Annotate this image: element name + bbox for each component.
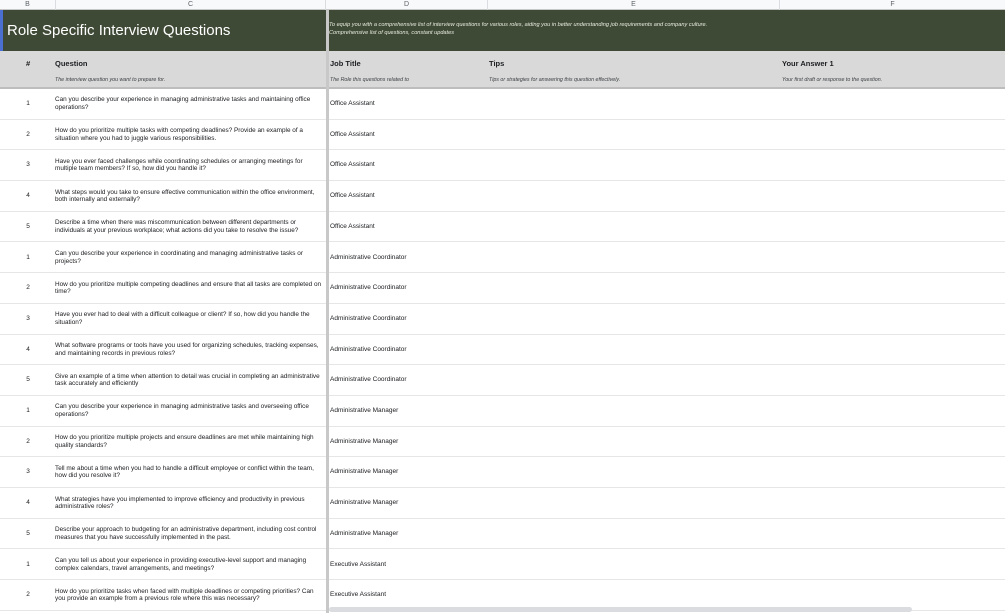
question-cell[interactable] [55,212,325,242]
row-number-cell[interactable]: 1 [26,253,30,261]
tips-cell[interactable] [489,243,779,273]
column-headers [0,0,1005,10]
answer-cell[interactable] [782,580,1005,610]
answer-cell[interactable] [782,488,1005,518]
description-line-2: Comprehensive list of questions, constant updates [329,29,454,36]
header-answer-sub: Your first draft or response to the question. [782,77,883,83]
table-row [0,89,1005,120]
answer-cell[interactable] [782,273,1005,303]
table-row [0,273,1005,304]
table-row [0,550,1005,581]
answer-cell[interactable] [782,519,1005,549]
question-cell[interactable] [55,335,325,365]
question-text: Tell me about a time when you had to handle a difficult employee or conflict within the team, how did you resolve it? [55,464,314,480]
answer-cell[interactable] [782,427,1005,457]
tips-cell[interactable] [489,212,779,242]
question-cell[interactable] [55,488,325,518]
row-number-cell[interactable]: 4 [26,499,30,507]
question-cell[interactable] [55,243,325,273]
question-text: How do you prioritize multiple tasks with competing deadlines? Provide an example of a situation where you had to juggle various responsibilities. [55,127,303,142]
table-row [0,519,1005,550]
tips-cell[interactable] [489,519,779,549]
column-header-b[interactable]: B [0,0,56,10]
question-text: Can you describe your experience in coordinating and managing administrative tasks or projects? [55,249,303,265]
header-answer[interactable]: Your Answer 1 [782,59,834,68]
question-text: Have you ever had to deal with a difficult colleague or client? If so, how did you handle the situation? [55,311,310,326]
tips-cell[interactable] [489,304,779,334]
table-row [0,365,1005,396]
question-text: Can you describe your experience in managing administrative tasks and overseeing office operations? [55,403,309,418]
job-title-cell[interactable]: Executive Assistant [330,591,386,599]
frozen-column-divider[interactable] [326,10,329,613]
tips-cell[interactable] [489,89,779,119]
job-title-cell[interactable]: Administrative Coordinator [330,253,407,261]
header-tips-sub: Tips or strategies for answering this question effectively. [489,77,621,83]
sheet-title[interactable]: Role Specific Interview Questions [0,10,327,51]
table-row [0,120,1005,151]
tips-cell[interactable] [489,396,779,426]
header-question-sub: The interview question you want to prepare for. [55,77,166,83]
question-text: Give an example of a time when attention to detail was crucial in completing an administrative task accurately and efficiently [55,372,320,388]
row-number-cell[interactable]: 5 [26,529,30,537]
tips-cell[interactable] [489,488,779,518]
row-number-cell[interactable]: 3 [26,468,30,476]
question-text: How do you prioritize multiple projects and ensure deadlines are met while maintaining high quality standards? [55,434,314,449]
answer-cell[interactable] [782,396,1005,426]
question-text: Can you tell us about your experience in providing executive-level support and managing complex calendars, travel arrangements, and meetings? [55,556,307,572]
column-header-f[interactable]: F [890,1,895,8]
answer-cell[interactable] [782,150,1005,180]
job-title-cell[interactable]: Office Assistant [330,222,375,230]
job-title-cell[interactable]: Administrative Coordinator [330,314,407,322]
row-number-cell[interactable]: 1 [26,100,30,107]
table-row [0,150,1005,181]
job-title-cell[interactable]: Administrative Manager [330,437,399,445]
table-row [0,427,1005,458]
tips-cell[interactable] [489,150,779,180]
question-cell[interactable] [55,304,325,334]
question-cell[interactable] [55,365,325,395]
row-number-cell[interactable]: 2 [26,130,30,138]
job-title-cell[interactable]: Administrative Manager [330,468,399,476]
row-number-cell[interactable]: 1 [26,560,30,568]
row-number-cell[interactable]: 1 [26,407,30,414]
table-row [0,304,1005,335]
tips-cell[interactable] [489,365,779,395]
job-title-cell[interactable]: Office Assistant [330,100,375,107]
job-title-cell[interactable]: Administrative Manager [330,499,399,507]
description-line-1: To equip you with a comprehensive list of interview questions for various roles, aiding you in better understanding job requirements and company culture. [329,22,708,28]
question-cell[interactable] [55,120,325,150]
job-title-cell[interactable]: Administrative Coordinator [330,284,407,292]
sheet-description[interactable] [329,22,999,37]
column-header-d[interactable]: D [326,0,488,10]
column-header-e[interactable]: E [488,0,780,10]
table-row [0,396,1005,427]
table-row [0,457,1005,488]
answer-cell[interactable] [782,304,1005,334]
horizontal-scrollbar[interactable] [329,607,912,612]
row-number-cell[interactable]: 4 [26,192,30,200]
question-cell[interactable] [55,457,325,487]
answer-cell[interactable] [782,181,1005,211]
row-number-cell[interactable]: 2 [26,591,30,599]
question-cell[interactable] [55,580,325,610]
question-cell[interactable] [55,181,325,211]
tips-cell[interactable] [489,457,779,487]
row-number-cell[interactable]: 2 [26,284,30,292]
question-cell[interactable] [55,150,325,180]
tips-cell[interactable] [489,120,779,150]
header-tips[interactable]: Tips [489,59,505,68]
job-title-cell[interactable]: Administrative Manager [330,529,399,537]
job-title-cell[interactable]: Executive Assistant [330,560,386,568]
tips-cell[interactable] [489,550,779,580]
answer-cell[interactable] [782,335,1005,365]
answer-cell[interactable] [782,365,1005,395]
question-text: How do you prioritize tasks when faced with multiple deadlines or competing priorities? Can you provide an example from a previous role where this was necessary? [55,587,314,603]
job-title-cell[interactable]: Office Assistant [330,130,375,138]
table-row [0,181,1005,212]
header-question[interactable]: Question [55,59,88,68]
tips-cell[interactable] [489,273,779,303]
job-title-cell[interactable]: Administrative Manager [330,407,399,414]
question-text: Describe your approach to budgeting for an administrative department, including cost control measures that you have successfully implemented in the past. [55,526,317,541]
question-cell[interactable] [55,273,325,303]
answer-cell[interactable] [782,243,1005,273]
row-number-cell[interactable]: 3 [26,161,30,169]
table-header [0,51,1005,89]
header-job-title-sub: The Role this questions related to [330,77,409,83]
row-number-cell[interactable]: 5 [26,222,30,230]
job-title-cell[interactable]: Administrative Coordinator [330,376,407,384]
tips-cell[interactable] [489,580,779,610]
header-number[interactable]: # [26,59,31,68]
tips-cell[interactable] [489,181,779,211]
job-title-cell[interactable]: Administrative Coordinator [330,345,407,353]
column-header-c[interactable]: C [56,0,326,10]
row-number-cell[interactable]: 4 [26,345,30,353]
answer-cell[interactable] [782,89,1005,119]
tips-cell[interactable] [489,335,779,365]
question-cell[interactable] [55,427,325,457]
table-row [0,243,1005,274]
question-cell[interactable] [55,550,325,580]
answer-cell[interactable] [782,120,1005,150]
table-row [0,212,1005,243]
table-row [0,335,1005,366]
header-job-title[interactable]: Job Title [330,59,361,68]
answer-cell[interactable] [782,212,1005,242]
question-text: Can you describe your experience in managing administrative tasks and maintaining office operations? [55,96,311,111]
row-number-cell[interactable]: 3 [26,314,30,322]
tips-cell[interactable] [489,427,779,457]
question-cell[interactable] [55,519,325,549]
job-title-cell[interactable]: Office Assistant [330,192,375,200]
question-cell[interactable] [55,396,325,426]
row-number-cell[interactable]: 5 [26,376,30,384]
question-text: Describe a time when there was miscommunication between different departments or individuals at your previous workplace; what actions did you take to resolve the issue? [55,219,299,234]
question-text: What software programs or tools have you used for organizing schedules, tracking expenses, and maintaining records in previous roles? [55,342,319,357]
question-text: What strategies have you implemented to improve efficiency and productivity in previous administrative roles? [55,495,305,511]
table-row [0,488,1005,519]
answer-cell[interactable] [782,550,1005,580]
question-cell[interactable] [55,89,325,119]
job-title-cell[interactable]: Office Assistant [330,161,375,169]
answer-cell[interactable] [782,457,1005,487]
question-text: Have you ever faced challenges while coordinating schedules or arranging meetings for multiple team members? If so, how did you handle it? [55,157,303,173]
row-number-cell[interactable]: 2 [26,437,30,445]
title-banner [0,10,1005,51]
question-text: How do you prioritize multiple competing deadlines and ensure that all tasks are completed on time? [55,280,322,296]
question-text: What steps would you take to ensure effective communication within the office environment, both internally and externally? [55,188,315,204]
